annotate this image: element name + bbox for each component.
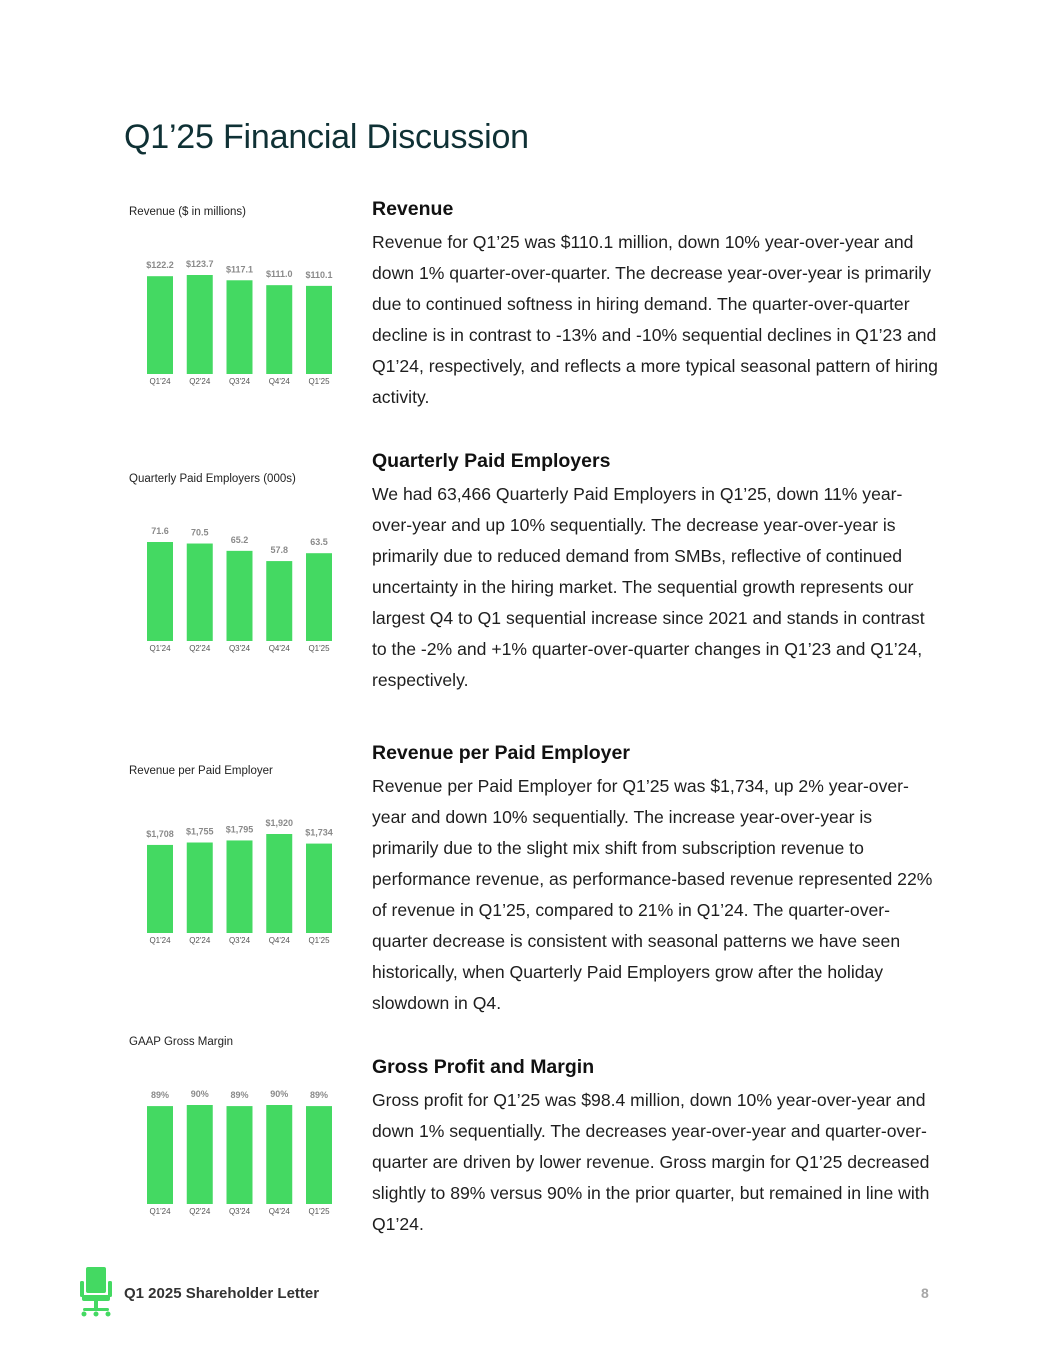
chart-title: Quarterly Paid Employers (000s) xyxy=(129,473,296,485)
bar-q125 xyxy=(306,286,332,374)
category-label: Q4'24 xyxy=(268,936,290,945)
section-body: Revenue per Paid Employer for Q1’25 was $1,734, up 2% year-over-year and down 10% sequentially. The increase year-over-year is primarily due to the slight mix shift from subscription revenue to performance revenue, as performance-based revenue represented 22% of revenue in Q1’25, compared to 21% in Q1’24. The quarter-over-quarter decrease is consistent with seasonal patterns we have seen historically, when Quarterly Paid Employers grow after the holiday slowdown in Q4. xyxy=(372,776,933,1013)
category-label: Q3'24 xyxy=(228,1207,251,1216)
bar-q224 xyxy=(187,544,213,641)
category-label: Q4'24 xyxy=(268,1207,290,1216)
section-body: We had 63,466 Quarterly Paid Employers in Q1’25, down 11% year-over-year and up 10% sequentially. The decrease year-over-year is primarily due to reduced demand from SMBs, reflective of continued uncertainty in the hiring market. The sequential growth represents our largest Q4 to Q1 sequential increase since 2021 and stands in contrast to the -2% and +1% quarter-over-quarter changes in Q1’23 and Q1’24, respectively. xyxy=(372,484,925,690)
bar-q124 xyxy=(147,845,173,933)
page-number: 8 xyxy=(921,1285,929,1301)
section-heading: Revenue per Paid Employer xyxy=(372,742,630,764)
data-label: $1,708 xyxy=(146,828,174,839)
bar-q224 xyxy=(187,843,213,933)
section-heading: Gross Profit and Margin xyxy=(372,1056,595,1078)
data-label: $1,734 xyxy=(305,827,333,838)
bar-q125 xyxy=(306,553,332,641)
data-label: 70.5 xyxy=(190,527,209,538)
bar-q424 xyxy=(266,834,292,933)
category-label: Q2'24 xyxy=(189,377,211,386)
chart-title: Revenue ($ in millions) xyxy=(129,206,246,218)
category-label: Q2'24 xyxy=(189,1207,211,1216)
section-heading: Revenue xyxy=(372,198,454,220)
category-label: Q1'24 xyxy=(149,644,171,653)
chart-title: Revenue per Paid Employer xyxy=(129,765,273,777)
category-label: Q1'25 xyxy=(308,936,330,945)
data-label: 71.6 xyxy=(151,526,169,536)
bar-q224 xyxy=(187,275,213,374)
data-label: 90% xyxy=(190,1089,209,1099)
section-heading: Quarterly Paid Employers xyxy=(372,450,611,472)
paid-employers-section xyxy=(372,450,942,696)
gross-margin-bar-chart xyxy=(128,1036,348,1226)
revenue-per-employer-bar-chart xyxy=(128,765,348,955)
data-label: $1,920 xyxy=(265,818,294,828)
bar-q424 xyxy=(266,1105,292,1204)
category-label: Q1'24 xyxy=(149,1207,171,1216)
category-label: Q1'24 xyxy=(149,377,171,386)
revenue-per-employer-chart xyxy=(128,765,348,955)
gross-margin-chart xyxy=(128,1036,348,1226)
category-label: Q3'24 xyxy=(228,377,251,386)
paid-employers-bar-chart xyxy=(128,473,348,663)
data-label: $110.1 xyxy=(305,269,333,280)
bar-q324 xyxy=(227,1106,253,1204)
data-label: $111.0 xyxy=(265,269,293,280)
data-label: $1,795 xyxy=(225,824,254,835)
category-label: Q1'25 xyxy=(308,1207,330,1216)
bar-q324 xyxy=(227,551,253,641)
category-label: Q3'24 xyxy=(228,644,251,653)
bar-q124 xyxy=(147,542,173,641)
data-label: 63.5 xyxy=(310,537,328,548)
data-label: 65.2 xyxy=(230,534,249,545)
revenue-section xyxy=(372,198,942,413)
category-label: Q4'24 xyxy=(268,377,290,386)
category-label: Q2'24 xyxy=(189,936,211,945)
data-label: $1,755 xyxy=(185,826,214,837)
data-label: $117.1 xyxy=(225,264,254,275)
office-chair-logo-icon xyxy=(80,1267,112,1319)
bar-q324 xyxy=(227,280,253,374)
footer-title: Q1 2025 Shareholder Letter xyxy=(124,1285,320,1302)
paid-employers-chart xyxy=(128,473,348,663)
bar-q125 xyxy=(306,1106,332,1204)
section-body: Revenue for Q1’25 was $110.1 million, down 10% year-over-year and down 1% quarter-over-quarter. The decrease year-over-year is primarily due to continued softness in hiring demand. The quarter-over-quarter decline is in contrast to -13% and -10% sequential declines in Q1’23 and Q1’24, respectively, and reflects a more typical seasonal pattern of hiring activity. xyxy=(372,232,938,407)
data-label: 89% xyxy=(309,1090,329,1101)
section-body: Gross profit for Q1’25 was $98.4 million, down 10% year-over-year and down 1% sequentially. The decreases year-over-year and quarter-over-quarter are driven by lower revenue. Gross margin for Q1’25 decreased slightly to 89% versus 90% in the prior quarter, but remained in line with Q1’24. xyxy=(372,1090,930,1234)
bar-q224 xyxy=(187,1105,213,1204)
category-label: Q3'24 xyxy=(228,936,251,945)
revenue-bar-chart xyxy=(128,206,348,396)
chart-title: GAAP Gross Margin xyxy=(129,1036,233,1048)
bar-q125 xyxy=(306,844,332,933)
page-title: Q1’25 Financial Discussion xyxy=(124,118,529,156)
category-label: Q1'25 xyxy=(308,644,330,653)
category-label: Q2'24 xyxy=(189,644,211,653)
revenue-per-employer-section xyxy=(372,742,942,1019)
data-label: $122.2 xyxy=(146,260,174,271)
bar-q424 xyxy=(266,561,292,641)
data-label: 57.8 xyxy=(270,545,289,556)
revenue-chart xyxy=(128,206,348,396)
bar-q124 xyxy=(147,1106,173,1204)
data-label: $123.7 xyxy=(185,259,214,269)
bar-q124 xyxy=(147,276,173,374)
category-label: Q4'24 xyxy=(268,644,290,653)
data-label: 89% xyxy=(150,1090,170,1101)
gross-profit-section xyxy=(372,1056,942,1240)
category-label: Q1'24 xyxy=(149,936,171,945)
category-label: Q1'25 xyxy=(308,377,330,386)
data-label: 89% xyxy=(230,1090,249,1101)
data-label: 90% xyxy=(270,1089,289,1099)
bar-q324 xyxy=(227,840,253,933)
bar-q424 xyxy=(266,285,292,374)
